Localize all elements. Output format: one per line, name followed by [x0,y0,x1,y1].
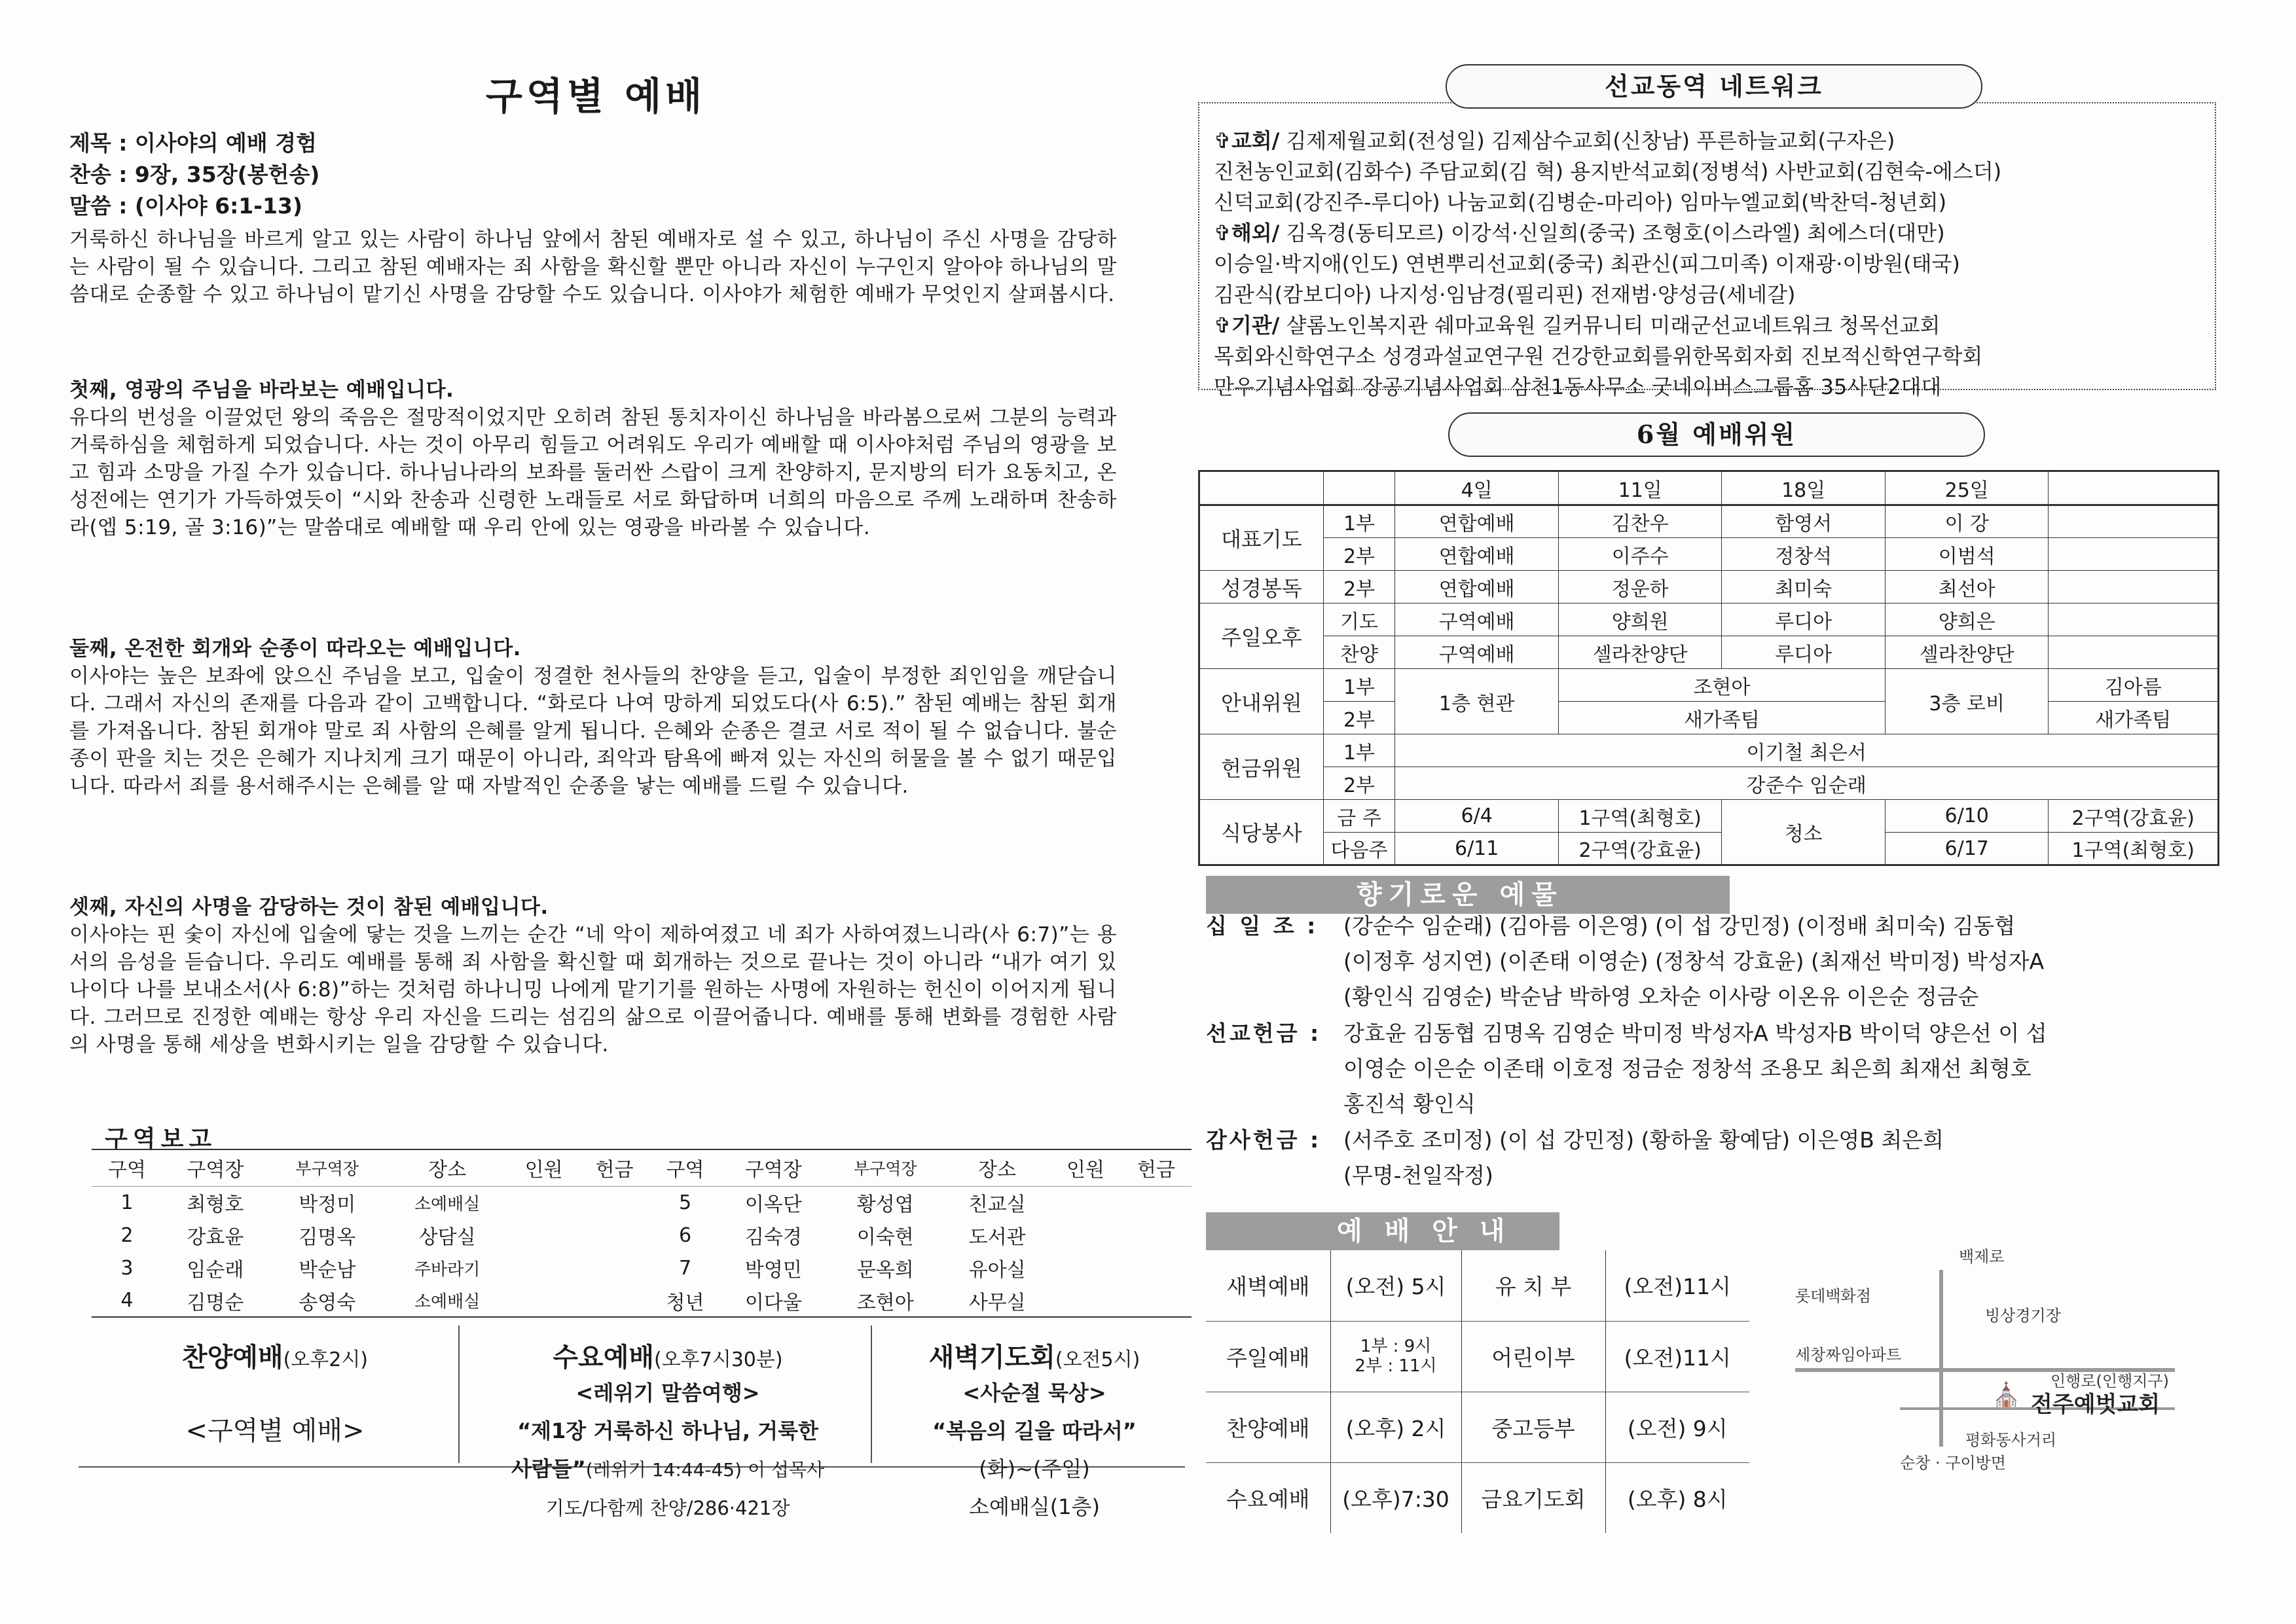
map-label: 평화동사거리 [1965,1431,2057,1449]
cell: 양희원 [1558,604,1721,636]
cell: 6/4 [1395,800,1559,833]
cell: 새벽예배 [1206,1250,1330,1321]
network-category: ✞기관/ [1214,313,1280,338]
col-header: 부구역장 [826,1149,944,1186]
point-heading: 첫째, 영광의 주님을 바라보는 예배입니다. [69,378,454,402]
sermon-subject: 제목 : 이사야의 예배 경험 [69,130,317,156]
table-row [1199,734,2219,767]
cell: 김찬우 [1558,505,1721,538]
col-header: 장소 [944,1149,1050,1186]
cell [1121,1186,1192,1219]
divider [458,1326,460,1463]
cell: (오전)11시 [1605,1321,1749,1392]
cell: 조현아 [1558,669,1885,702]
table-row [92,1219,1192,1252]
dawn-prayer [877,1327,1192,1526]
row-label: 안내위원 [1199,669,1324,734]
cell: 6/11 [1395,833,1559,865]
cell: 주일예배 [1206,1321,1330,1392]
cell [2049,505,2219,538]
blank-cell [1199,471,1324,505]
cell: 이주수 [1558,538,1721,571]
sermon-point-2 [69,635,1117,800]
cell: 2부 [1323,767,1395,800]
day-18: 18일 [1722,471,1885,505]
map-label: 세창짜임아파트 [1795,1346,1902,1364]
cell: 박순남 [299,1259,356,1282]
offering-label: 십 일 조 : [1206,913,1319,939]
map-label: 백제로 [1959,1248,2005,1266]
road [1939,1270,1943,1447]
cell: (오전)11시 [1605,1250,1749,1321]
cell: 박영민 [744,1259,802,1282]
cell: 2구역(강효윤) [2049,800,2219,833]
cell: 6/17 [1885,833,2049,865]
service-message: “제1장 거룩하신 하나님, 거룩한 [517,1418,818,1443]
cell: 유아실 [968,1259,1026,1282]
table-row [1206,1462,1749,1533]
cell: 수요예배 [1206,1462,1330,1533]
offering-names: (강순수 임순래) (김아름 이은영) (이 섭 강민정) (이정배 최미숙) 김동협 [1343,913,2016,939]
cell [509,1284,579,1317]
cell: 1구역(최형호) [2049,833,2219,865]
cell: 최형호 [187,1193,244,1217]
sermon-point-1 [69,376,1117,541]
network-title: 선교동역 네트워크 [1446,64,1982,109]
cell: 새가족팀 [2049,702,2219,734]
service-guide-table [1206,1250,1749,1533]
service-sub: <사순절 묵상> [962,1380,1106,1405]
cell: 셀라찬양단 [1885,636,2049,669]
report-header-row [92,1149,1192,1186]
cell: 2부 [1323,571,1395,604]
cell: 이범석 [1885,538,2049,571]
offering-names: 홍진석 황인식 [1343,1091,1476,1117]
cell: 연합예배 [1395,571,1559,604]
service-reference: (레위기 14:44-45) 이 섭목사 [585,1459,825,1481]
cell: 이다울 [720,1284,826,1317]
cell [1121,1284,1192,1317]
cell: 1부 [1323,505,1395,538]
table-row [1206,1250,1749,1321]
point-body: 이사야는 높은 보좌에 앉으신 주님을 보고, 입술이 정결한 천사들의 찬양을 듣고, 입술이 부정한 죄인임을 깨닫습니다. 그래서 자신의 존재를 다음과 같이 고백합니다. “화로다 나여 망하게 되었도다(사 6:5).” 참된 예배는 참된 회개를 가져옵니다. 참된 회개야 말로 죄 사함의 은혜를 알게 됩니다. 은혜와 순종은 결코 서로 적이 될 수 없습니다. 불순종이 판을 치는 것은 은혜가 지나치게 크기 때문이 아니라, 죄악과 탐욕에 빠져 있는 자신의 허물을 볼 수 없기 때문입니다. 따라서 죄를 용서해주시는 은혜를 알 때 자발적인 순종을 낳는 예배를 드릴 수 있습니다. [69,664,1118,798]
cell: 구역예배 [1395,604,1559,636]
sermon-intro: 거룩하신 하나님을 바르게 알고 있는 사람이 하나님 앞에서 참된 예배자로 설 수 있고, 하나님이 주신 사명을 감당하는 사람이 될 수 있습니다. 그리고 참된 예배자는 죄 사함을 확신할 뿐만 아니라 자신이 누구인지 알아야 하나님의 말씀대로 순종할 수 있고 하나님이 맡기신 사명을 감당할 수도 있습니다. 이사야가 체험한 예배가 무엇인지 살펴봅시다. [69,228,1117,306]
cell [2049,636,2219,669]
cell [579,1252,650,1284]
report-title: 구역보고 [105,1126,217,1153]
service-title: 찬양예배 [182,1343,283,1373]
cell: 최미숙 [1722,571,1885,604]
sermon-scripture: 말씀 : (이사야 6:1-13) [69,193,302,219]
day-4: 4일 [1395,471,1559,505]
row-label: 성경봉독 [1199,571,1324,604]
table-row [92,1252,1192,1284]
cell: 2부 [1323,538,1395,571]
network-category: ✞교회/ [1214,128,1280,153]
cell [509,1219,579,1252]
sunday-second: 2부 : 11시 [1355,1356,1437,1376]
table-row [1199,669,2219,702]
table-row [92,1284,1192,1317]
cell: 연합예배 [1395,505,1559,538]
point-heading: 둘째, 온전한 회개와 순종이 따라오는 예배입니다. [69,637,521,660]
cell: 셀라찬양단 [1558,636,1721,669]
cell: 찬양 [1323,636,1395,669]
cell: 친교실 [968,1193,1026,1217]
network-line: 만우기념사업회 장공기념사업회 삼천1동사무소 굿네이버스그룹홈 35사단2대대 [1214,374,1942,399]
service-title: 새벽기도회 [928,1343,1055,1373]
cell: 1구역(최형호) [1558,800,1721,833]
row-label: 헌금위원 [1199,734,1324,800]
cell: 함영서 [1722,505,1885,538]
map-label: 순창 · 구이방면 [1900,1454,2006,1472]
cell [1330,1321,1461,1392]
district-report-table [92,1149,1192,1318]
cell [509,1252,579,1284]
day-11: 11일 [1558,471,1721,505]
cell: 루디아 [1722,604,1885,636]
cell: 중고등부 [1461,1392,1605,1462]
col-header: 구역 [92,1149,162,1186]
network-category: ✞해외/ [1214,221,1280,245]
network-line: 김제제월교회(전성일) 김제삼수교회(신창남) 푸른하늘교회(구자은) [1279,128,1895,153]
map-label: 인행로(인행지구) [2050,1372,2170,1390]
cell: (오후) 8시 [1627,1486,1728,1512]
service-place: 소예배실(1층) [969,1494,1100,1519]
cell: 새가족팀 [1558,702,1885,734]
network-line: 김옥경(동티모르) 이강석·신일희(중국) 조형호(이스라엘) 최에스더(대만) [1279,221,1945,245]
cell: 청소 [1722,800,1885,865]
cell: 3 [120,1256,134,1280]
cell: 구역예배 [1395,636,1559,669]
location-map [1769,1231,2214,1473]
service-message: 사람들” [511,1456,586,1481]
cell: 정운하 [1558,571,1721,604]
col-header: 부구역장 [268,1149,386,1186]
cell: 이숙현 [856,1226,914,1249]
row-label: 대표기도 [1199,505,1324,571]
cell [1050,1219,1121,1252]
cell: 황성엽 [856,1193,914,1217]
cell: 김명옥 [299,1226,356,1249]
table-row [1199,800,2219,833]
cell: 소예배실 [414,1194,481,1214]
cell: 1층 현관 [1395,669,1559,734]
cell: 유 치 부 [1461,1250,1605,1321]
cell [579,1219,650,1252]
cell: 최선아 [1885,571,2049,604]
page-title: 구역별 예배 [485,74,706,118]
col-header: 인원 [509,1149,579,1186]
june-committee-table [1198,470,2219,866]
service-time: (오후7시30분) [653,1348,783,1371]
col-header: 구역장 [162,1149,268,1186]
offering-label: 감사헌금 : [1206,1127,1322,1153]
cell: 6/10 [1885,800,2049,833]
cell: 도서관 [968,1226,1026,1249]
cell: 찬양예배 [1206,1392,1330,1462]
church-label: 전주예벗교회 [2031,1392,2160,1418]
right-page [1198,0,2226,1624]
service-sub: <레위기 말씀여행> [575,1380,760,1405]
cell [1121,1219,1192,1252]
sermon-point-3 [69,893,1117,1058]
service-line: <구역별 예배> [185,1416,365,1446]
cell [2049,538,2219,571]
service-days: (화)~(주일) [979,1456,1090,1481]
network-line: 신덕교회(강진주-루디아) 나눔교회(김병순-마리아) 임마누엘교회(박찬덕-청년회) [1214,190,1947,215]
june-committee-title: 6월 예배위원 [1448,412,1985,457]
left-page [65,0,1175,1624]
cell: 연합예배 [1395,538,1559,571]
point-body: 유다의 번성을 이끌었던 왕의 죽음은 절망적이었지만 오히려 참된 통치자이신 하나님을 바라봄으로써 그분의 능력과 거룩하심을 체험하게 되었습니다. 사는 것이 아무리 힘들고 어려워도 우리가 예배할 때 이사야처럼 주님의 영광을 보고 힘과 소망을 가질 수가 있습니다. 하나님나라의 보좌를 둘러싼 스랍이 크게 찬양하지, 문지방의 터가 요동치고, 온 성전에는 연기가 가득하였듯이 “시와 찬송과 신령한 노래들로 서로 화답하며 너희의 마음으로 주께 노래하며 찬송하라(엡 5:19, 골 3:16)”는 말씀대로 예배할 때 우리 안에 있는 영광을 바라볼 수 있습니다. [69,406,1117,539]
network-line: 샬롬노인복지관 쉐마교육원 길커뮤니티 미래군선교네트워크 청목선교회 [1279,313,1941,338]
cell [509,1186,579,1219]
col-header: 구역 [650,1149,721,1186]
cell: 이 강 [1885,505,2049,538]
cell: (오후) 2시 [1330,1392,1461,1462]
offering-names: (무명-천일작정) [1343,1163,1493,1188]
cell: 다음주 [1323,833,1395,865]
col-header: 인원 [1050,1149,1121,1186]
cell: 사무실 [944,1284,1050,1317]
cell: 소예배실 [386,1284,509,1317]
cell: 김명순 [162,1284,268,1317]
cell: 4 [92,1284,162,1317]
table-row [1199,767,2219,800]
cell: 5 [678,1191,692,1214]
row-label: 식당봉사 [1199,800,1324,865]
col-header: 헌금 [579,1149,650,1186]
cell: 문옥희 [856,1259,914,1282]
cell: 6 [678,1223,692,1247]
cell: 이옥단 [744,1193,802,1217]
cell: 어린이부 [1461,1321,1605,1392]
cell [1121,1252,1192,1284]
table-row [1206,1321,1749,1392]
table-row [1199,833,2219,865]
table-row [1206,1392,1749,1462]
table-row [1199,702,2219,734]
cell: 강효윤 [187,1226,244,1249]
table-row [1199,571,2219,604]
cell: 조현아 [826,1284,944,1317]
cell: 박정미 [299,1193,356,1217]
cell: 7 [678,1256,692,1280]
network-line: 김관식(캄보디아) 나지성·임남경(필리핀) 전재범·양성금(세네갈) [1214,282,1796,307]
cell: 1 [120,1191,134,1214]
offerings-title: 향기로운 예물 [1206,876,1730,914]
service-order: 기도/다함께 찬양/286·421장 [545,1497,790,1519]
cell [1050,1284,1121,1317]
day-25: 25일 [1885,471,2049,505]
map-label: 롯데백화점 [1795,1287,1871,1305]
church-icon: ⛪ [1992,1382,2021,1409]
sermon-meta [69,128,319,222]
row-label: 주일오후 [1199,604,1324,669]
col-header: 구역장 [720,1149,826,1186]
col-header: 장소 [386,1149,509,1186]
point-heading: 셋째, 자신의 사명을 감당하는 것이 참된 예배입니다. [69,895,549,919]
praise-service [92,1327,458,1450]
divider [871,1326,872,1463]
mission-network-box [1198,102,2216,399]
offering-label: 선교헌금 : [1206,1020,1322,1046]
day-header-row [1199,471,2219,505]
cell: 2 [120,1223,134,1247]
sermon-hymn: 찬송 : 9장, 35장(봉헌송) [69,162,320,187]
cell: (오후)7:30 [1330,1462,1461,1533]
wednesday-service [465,1327,871,1527]
cell: 금요기도회 [1461,1462,1605,1533]
cell: 김숙경 [744,1226,802,1249]
col-header: 헌금 [1121,1149,1192,1186]
cell: 청년 [650,1284,721,1317]
cell: 1부 [1323,734,1395,767]
cell: 정창석 [1722,538,1885,571]
cell: 주바라기 [414,1259,481,1280]
cell [1050,1186,1121,1219]
offering-names: (황인식 김영순) 박순남 박하영 오차순 이사랑 이온유 이은순 정금순 [1343,984,1979,1009]
point-body: 이사야는 핀 숯이 자신에 입술에 닿는 것을 느끼는 순간 “네 악이 제하여졌고 네 죄가 사하여졌느니라(사 6:7)”는 용서의 음성을 듣습니다. 우리도 예배를 통해 죄 사함을 확신할 때 회개하는 것으로 끝나는 것이 아니라 “내가 여기 있나이다 나를 보내소서(사 6:8)”하는 것처럼 하나니밍 나에게 맡기기를 원하는 사명에 자원하는 헌신이 이어지게 됩니다. 그러므로 진정한 예배는 항상 우리 자신을 드리는 섬김의 삶으로 이끌어줍니다. 예배를 통해 변화를 경험한 사람의 사명을 통해 세상을 변화시키는 일을 감당할 수 있습니다. [69,923,1117,1056]
offering-names: 강효윤 김동협 김명옥 김영순 박미정 박성자A 박성자B 박이덕 양은선 이 섭 [1343,1020,2047,1046]
map-label: 빙상경기장 [1985,1307,2061,1325]
table-row [1199,604,2219,636]
network-line: 진천농인교회(김화수) 주담교회(김 혁) 용지반석교회(정병석) 사반교회(김현숙-에스더) [1214,159,2002,184]
service-guide-title: 예 배 안 내 [1206,1212,1559,1250]
cell: 루디아 [1722,636,1885,669]
cell: 임순래 [187,1259,244,1282]
cell: 1부 [1323,669,1395,702]
offering-names: (이정후 성지연) (이존태 이영순) (정창석 강효윤) (최재선 박미정) 박성자A [1343,948,2045,974]
cell: 상담실 [418,1226,476,1249]
cell [579,1186,650,1219]
table-row [1199,505,2219,538]
service-time: (오전5시) [1055,1348,1140,1371]
cell: 양희은 [1885,604,2049,636]
blank-cell [1323,471,1395,505]
table-row [92,1186,1192,1219]
cell [1050,1252,1121,1284]
sunday-first: 1부 : 9시 [1360,1337,1432,1356]
cell: 강준수 임순래 [1395,767,2219,800]
cell [579,1284,650,1317]
cell: 기도 [1323,604,1395,636]
cell: 김아름 [2049,669,2219,702]
offering-names: 이영순 이은순 이존태 이호정 정금순 정창석 조용모 최은희 최재선 최형호 [1343,1056,2032,1081]
cell: 2부 [1323,702,1395,734]
blank-cell [2049,471,2219,505]
service-time: (오후2시) [283,1348,368,1371]
service-message: “복음의 길을 따라서” [932,1418,1137,1443]
cell: (오전) 9시 [1605,1392,1749,1462]
service-title: 수요예배 [553,1343,654,1373]
offering-names: (서주호 조미정) (이 섭 강민정) (황하울 황예담) 이은영B 최은희 [1343,1127,1944,1153]
cell [2049,604,2219,636]
network-line: 이승일·박지애(인도) 연변뿌리선교회(중국) 최관신(피그미족) 이재광·이방원(태국) [1214,251,1960,276]
cell: 2구역(강효윤) [1558,833,1721,865]
cell: 3층 로비 [1885,669,2049,734]
network-line: 목회와신학연구소 성경과설교연구원 건강한교회를위한목회자회 진보적신학연구학회 [1214,344,1983,369]
cell [2049,571,2219,604]
cell: 이기철 최은서 [1395,734,2219,767]
cell: 금 주 [1323,800,1395,833]
table-row [1199,636,2219,669]
cell: 송영숙 [268,1284,386,1317]
table-row [1199,538,2219,571]
cell: (오전) 5시 [1330,1250,1461,1321]
